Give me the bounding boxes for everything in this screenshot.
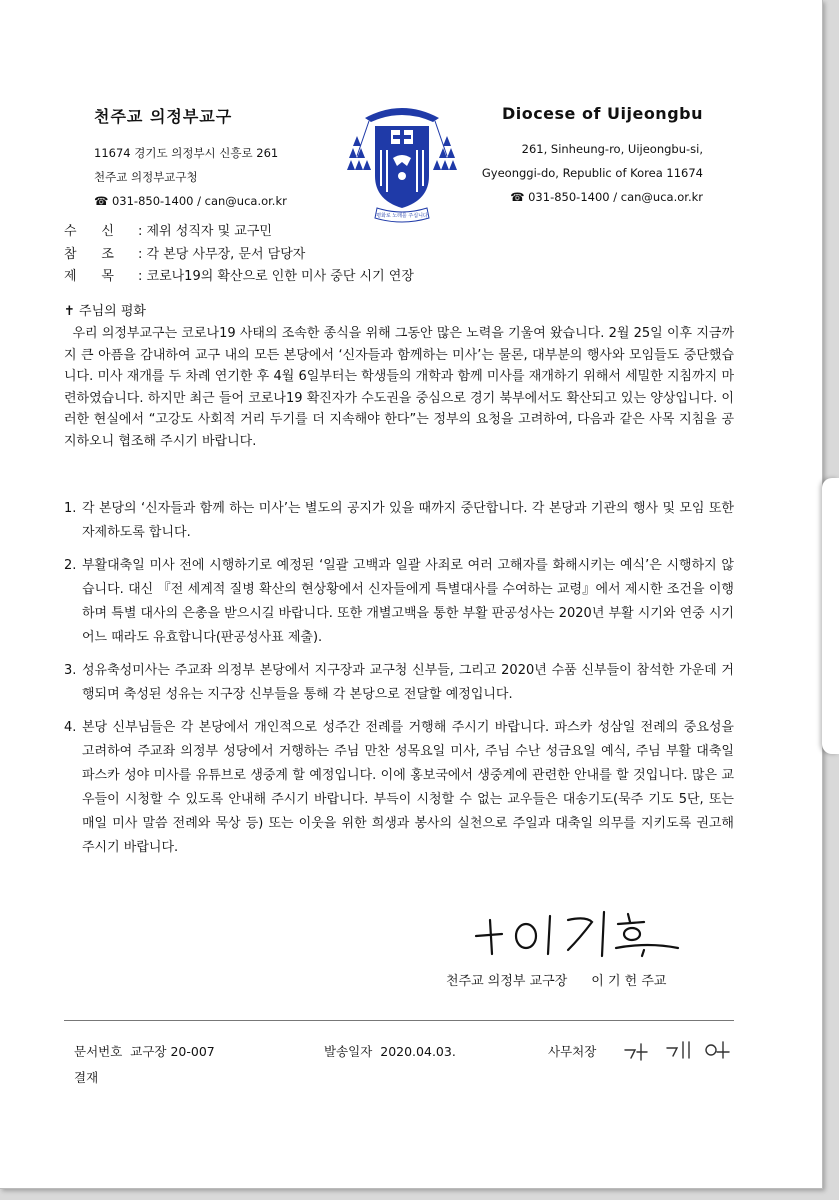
item-text: 성유축성미사는 주교좌 의정부 본당에서 지구장과 교구청 신부들, 그리고 2020년 수품 신부들이 참석한 가운데 거행되며 축성된 성유는 지구장 신부들을 통해 각 본당으로 전달할 예정입니다.	[82, 663, 734, 702]
signatory-name: 이 기 헌 주교	[591, 974, 667, 989]
list-item	[64, 716, 734, 860]
signatory-title: 천주교 의정부 교구장	[446, 974, 568, 989]
office-name: 천주교 의정부교구청	[94, 170, 198, 184]
document-number: 문서번호 교구장 20-007	[74, 1044, 215, 1059]
list-item	[64, 554, 734, 650]
handwritten-signature	[468, 898, 688, 958]
intro-paragraph: 우리 의정부교구는 코로나19 사태의 조속한 종식을 위해 그동안 많은 노력을 기울여 왔습니다. 2월 25일 이후 지금까지 큰 아픔을 감내하여 교구 내의 모든 본당에서 ‘신자들과 함께하는 미사’는 물론, 대부분의 행사와 모임들도 중단했습니다. 미사 재개를 두 차례 연기한 후 4월 6일부터는 학생들의 개학과 함께 미사를 재개하기 위해서 세밀한 지침까지 마련하였습니다. 하지만 최근 들어 코로나19 확진자가 수도권을 중심으로 경기 북부에서도 확산되고 있는 양상입니다. 이러한 현실에서 “고강도 사회적 거리 두기를 더 지속해야 한다”는 정부의 요청을 고려하여, 다음과 같은 사목 지침을 공지하오니 협조해 주시기 바랍니다.	[64, 326, 734, 449]
item-number: 4.	[64, 720, 77, 735]
address-english-1: 261, Sinheung-ro, Uijeongbu-si,	[521, 142, 703, 156]
item-number: 1.	[64, 501, 77, 516]
issue-date: 발송일자 2020.04.03.	[324, 1044, 456, 1059]
subject-key: 제 목	[64, 269, 114, 284]
address-korean: 11674 경기도 의정부시 신흥로 261	[94, 146, 279, 160]
header-left	[94, 104, 287, 213]
greeting: ✝ 주님의 평화	[64, 304, 146, 319]
side-panel-tab[interactable]	[822, 478, 839, 754]
approval-label: 결재	[74, 1070, 99, 1085]
footer-divider	[64, 1020, 734, 1021]
secretary-label: 사무처장	[548, 1044, 597, 1059]
recipient-row	[64, 221, 414, 244]
item-text: 각 본당의 ‘신자들과 함께 하는 미사’는 별도의 공지가 있을 때까지 중단합니다. 각 본당과 기관의 행사 및 모임 또한 자제하도록 합니다.	[82, 501, 734, 540]
reference-value: : 각 본당 사무장, 문서 담당자	[138, 246, 306, 262]
item-number: 2.	[64, 558, 77, 573]
recipient-key: 수 신	[64, 224, 114, 239]
recipient-value: : 제위 성직자 및 교구민	[138, 224, 272, 239]
secretary-signature	[619, 1036, 739, 1062]
contact-korean: ☎ 031-850-1400 / can@uca.or.kr	[94, 194, 287, 208]
directive-list	[64, 497, 734, 869]
header-right	[482, 104, 703, 209]
subject-value: : 코로나19의 확산으로 인한 미사 중단 시기 연장	[138, 269, 414, 284]
item-number: 3.	[64, 663, 77, 678]
item-text: 부활대축일 미사 전에 시행하기로 예정된 ‘일괄 고백과 일괄 사죄로 여러 고해자를 화해시키는 예식’은 시행하지 않습니다. 대신 『전 세계적 질병 확산의 현상황에서 신자들에게 특별대사를 수여하는 교령』에서 제시한 조건을 이행하며 특별 대사의 은총을 받으시길 바랍니다. 또한 개별고백을 통한 부활 판공성사는 2020년 부활 시기와 연중 시기 어느 때라도 유효합니다(판공성사표 제출).	[82, 558, 734, 645]
org-name-english: Diocese of Uijeongbu	[501, 104, 703, 123]
contact-english: ☎ 031-850-1400 / can@uca.or.kr	[510, 190, 703, 204]
reference-key: 참 조	[64, 246, 114, 262]
document-meta	[64, 221, 414, 289]
subject-row	[64, 266, 414, 289]
emblem-motto: 평화로 노래를 주십니다	[376, 213, 428, 219]
item-text: 본당 신부님들은 각 본당에서 개인적으로 성주간 전례를 거행해 주시기 바랍니다. 파스카 성삼일 전례의 중요성을 고려하여 주교좌 의정부 성당에서 거행하는 주님 만찬 성목요일 미사, 주님 수난 성금요일 예식, 주님 부활 대축일 파스카 성야 미사를 유튜브로 생중계 할 예정입니다. 이에 홍보국에서 생중계에 관련한 안내를 할 것입니다. 많은 교우들이 시청할 수 있도록 안내해 주시기 바랍니다. 부득이 시청할 수 없는 교우들은 대송기도(묵주 기도 5단, 또는 매일 미사 말씀 전례와 묵상 등) 또는 이웃을 위한 희생과 봉사의 실천으로 주일과 대축일 의무를 지키도록 권고해 주시기 바랍니다.	[82, 720, 734, 855]
signatory	[446, 970, 666, 989]
address-english-2: Gyeonggi-do, Republic of Korea 11674	[481, 166, 703, 180]
list-item	[64, 659, 734, 707]
list-item	[64, 497, 734, 545]
diocese-emblem	[347, 96, 457, 226]
org-name-korean: 천주교 의정부교구	[94, 107, 233, 126]
reference-row	[64, 244, 414, 267]
